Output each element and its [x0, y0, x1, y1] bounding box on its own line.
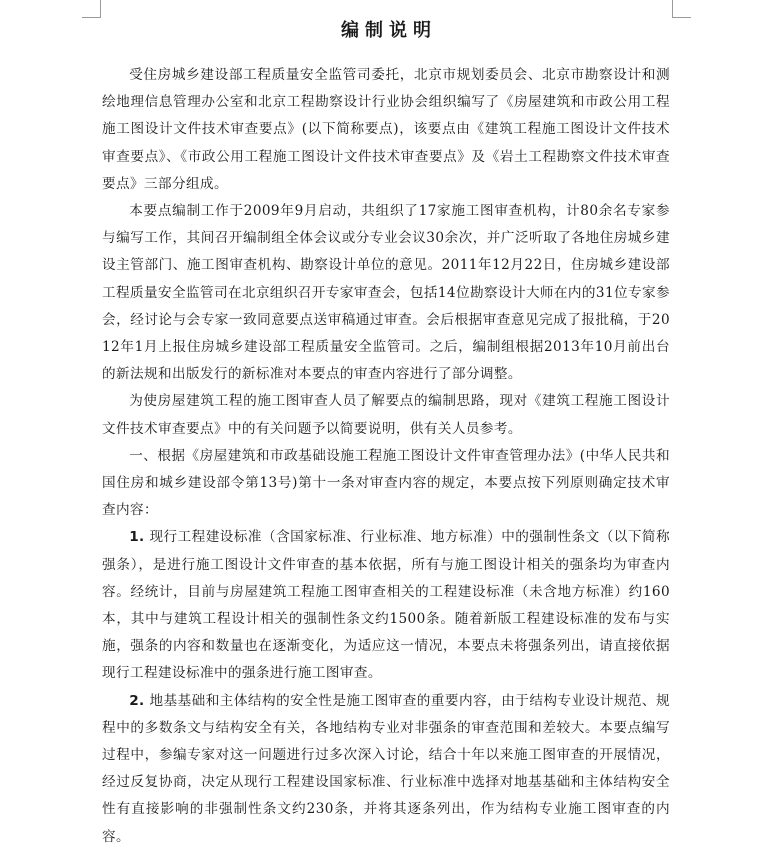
paragraph-text: 为使房屋建筑工程的施工图审查人员了解要点的编制思路，现对《建筑工程施工图设计文件技术审查要点》中的有关问题予以简要说明，供有关人员参考。	[102, 393, 670, 437]
paragraph	[102, 388, 670, 442]
paragraph-text: 受住房城乡建设部工程质量安全监管司委托，北京市规划委员会、北京市勘察设计和测绘地理信息管理办公室和北京工程勘察设计行业协会组织编写了《房屋建筑和市政公用工程施工图设计文件技术审查要点》(以下简称要点)，该要点由《建筑工程施工图设计文件技术审查要点》、《市政公用工程施工图设计文件技术审查要点》及《岩土工程勘察文件技术审查要点》三部分组成。	[102, 67, 670, 192]
paragraph	[102, 524, 670, 687]
paragraph-text: 一、根据《房屋建筑和市政基础设施工程施工图设计文件审查管理办法》(中华人民共和国住房和城乡建设部令第13号)第十一条对审查内容的规定，本要点按下列原则确定技术审查内容：	[102, 447, 670, 519]
paragraph-text: 本要点编制工作于2009年9月启动，共组织了17家施工图审查机构，计80余名专家参与编写工作，其间召开编制组全体会议或分专业会议30余次，并广泛听取了各地住房城乡建设主管部门、施工图审查机构、勘察设计单位的意见。2011年12月22日，住房城乡建设部工程质量安全监管司在北京组织召开专家审查会，包括14位勘察设计大师在内的31位专家参会，经讨论与会专家一致同意要点送审稿通过审查。会后根据审查意见完成了报批稿，于2012年1月上报住房城乡建设部工程质量安全监管司。之后，编制组根据2013年10月前出台的新法规和出版发行的新标准对本要点的审查内容进行了部分调整。	[102, 203, 670, 383]
paragraph-number: 1.	[129, 529, 145, 546]
paragraph-text: 现行工程建设标准（含国家标准、行业标准、地方标准）中的强制性条文（以下简称强条），是进行施工图设计文件审查的基本依据，所有与施工图设计相关的强条均为审查内容。经统计，目前与房屋建筑工程施工图审查相关的工程建设标准（未含地方标准）约160本，其中与建筑工程设计相关的强制性条文约1500条。随着新版工程建设标准的发布与实施，强条的内容和数量也在逐渐变化，为适应这一情况，本要点未将强条列出，请直接依据现行工程建设标准中的强条进行施工图审查。	[102, 529, 670, 682]
document-body	[102, 62, 670, 851]
page-title: 编制说明	[341, 20, 437, 41]
paragraph-number: 2.	[129, 692, 145, 709]
paragraph	[102, 688, 670, 851]
paragraph	[102, 198, 670, 388]
paragraph-text: 地基基础和主体结构的安全性是施工图审查的重要内容，由于结构专业设计规范、规程中的多数条文与结构安全有关，各地结构专业对非强条的审查范围和差较大。本要点编写过程中，参编专家对这一问题进行过多次深入讨论，结合十年以来施工图审查的开展情况，经过反复协商，决定从现行工程建设国家标准、行业标准中选择对地基基础和主体结构安全性有直接影响的非强制性条文约230条，并将其逐条列出，作为结构专业施工图审查的内容。	[102, 692, 670, 845]
paragraph	[102, 443, 670, 525]
paragraph	[102, 62, 670, 198]
